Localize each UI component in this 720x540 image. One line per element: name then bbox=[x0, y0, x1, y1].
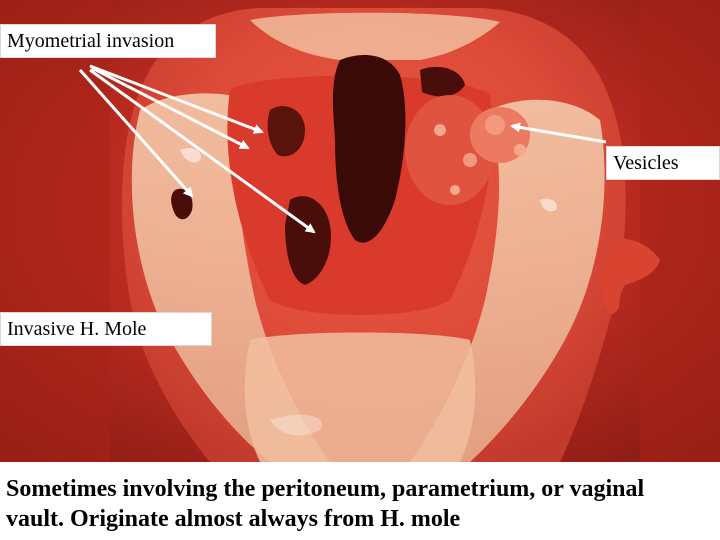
photo-left-dark-band bbox=[0, 0, 110, 462]
caption-text: Sometimes involving the peritoneum, parametrium, or vaginal vault. Originate almost always from H. mole bbox=[6, 476, 645, 532]
vesicle-5 bbox=[450, 185, 460, 195]
vesicles-label: Vesicles bbox=[606, 146, 720, 180]
caption-area bbox=[0, 462, 720, 540]
myometrial-invasion-label: Myometrial invasion bbox=[0, 24, 216, 58]
photo-right-dark-band bbox=[640, 0, 720, 462]
vesicle-1 bbox=[485, 115, 505, 135]
invasive-mole-label: Invasive H. Mole bbox=[0, 312, 212, 346]
cervix-region bbox=[245, 333, 475, 463]
vesicle-4 bbox=[514, 144, 526, 156]
vesicle-2 bbox=[463, 153, 477, 167]
vesicle-3 bbox=[434, 124, 446, 136]
